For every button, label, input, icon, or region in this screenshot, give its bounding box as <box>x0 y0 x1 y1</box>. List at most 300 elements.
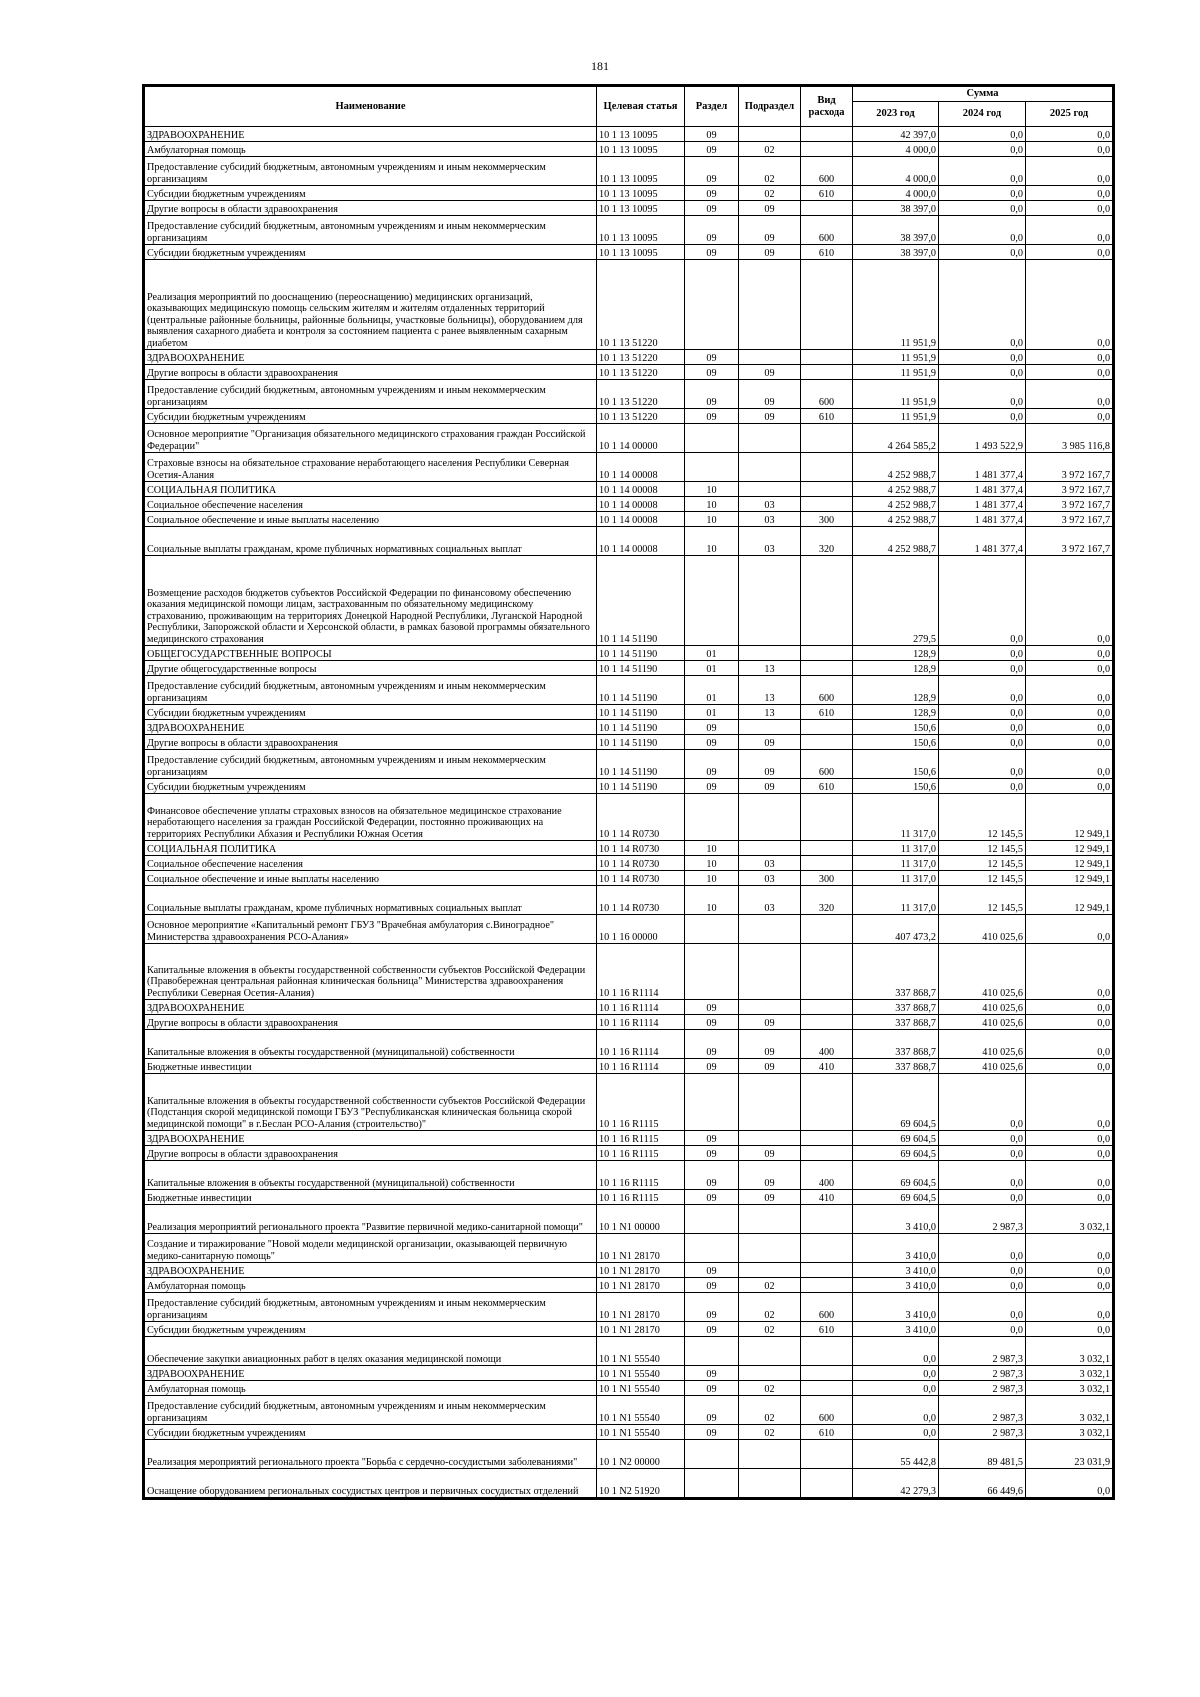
row-sum-2024: 0,0 <box>939 380 1026 409</box>
table-row <box>145 260 1113 350</box>
row-subsection <box>739 646 801 661</box>
row-section: 10 <box>685 497 739 512</box>
row-target-code: 10 1 16 R1114 <box>597 1059 685 1074</box>
table-row <box>145 646 1113 661</box>
row-sum-2025: 0,0 <box>1026 260 1113 350</box>
row-sum-2023: 3 410,0 <box>853 1263 939 1278</box>
row-sum-2025: 0,0 <box>1026 142 1113 157</box>
row-subsection: 03 <box>739 856 801 871</box>
table-row <box>145 1337 1113 1366</box>
row-sum-2024: 1 481 377,4 <box>939 482 1026 497</box>
table-row <box>145 750 1113 779</box>
row-sum-2023: 3 410,0 <box>853 1205 939 1234</box>
row-sum-2025: 12 949,1 <box>1026 841 1113 856</box>
row-section <box>685 1234 739 1263</box>
row-sum-2023: 11 317,0 <box>853 856 939 871</box>
row-sum-2025: 0,0 <box>1026 556 1113 646</box>
row-exp-type <box>801 365 853 380</box>
row-sum-2024: 410 025,6 <box>939 1015 1026 1030</box>
row-target-code: 10 1 14 R0730 <box>597 856 685 871</box>
row-sum-2024: 0,0 <box>939 1146 1026 1161</box>
table-row <box>145 556 1113 646</box>
row-subsection: 09 <box>739 380 801 409</box>
row-name: Другие вопросы в области здравоохранения <box>145 365 597 380</box>
row-sum-2024: 2 987,3 <box>939 1337 1026 1366</box>
table-row <box>145 216 1113 245</box>
row-exp-type <box>801 1015 853 1030</box>
row-target-code: 10 1 13 10095 <box>597 216 685 245</box>
row-sum-2025: 0,0 <box>1026 944 1113 1000</box>
row-exp-type <box>801 1278 853 1293</box>
table-row <box>145 527 1113 556</box>
row-subsection: 09 <box>739 245 801 260</box>
row-sum-2024: 0,0 <box>939 720 1026 735</box>
row-sum-2024: 0,0 <box>939 661 1026 676</box>
row-target-code: 10 1 14 00008 <box>597 482 685 497</box>
row-target-code: 10 1 16 R1114 <box>597 1030 685 1059</box>
row-sum-2023: 337 868,7 <box>853 1059 939 1074</box>
row-sum-2025: 0,0 <box>1026 676 1113 705</box>
row-name: СОЦИАЛЬНАЯ ПОЛИТИКА <box>145 841 597 856</box>
row-sum-2024: 0,0 <box>939 409 1026 424</box>
row-target-code: 10 1 14 00008 <box>597 527 685 556</box>
row-sum-2025: 0,0 <box>1026 1263 1113 1278</box>
table-row <box>145 1131 1113 1146</box>
row-target-code: 10 1 14 00008 <box>597 512 685 527</box>
row-section: 09 <box>685 750 739 779</box>
row-exp-type <box>801 350 853 365</box>
row-exp-type: 600 <box>801 157 853 186</box>
row-subsection: 09 <box>739 409 801 424</box>
row-section: 10 <box>685 856 739 871</box>
row-section: 09 <box>685 1278 739 1293</box>
row-sum-2025: 0,0 <box>1026 1074 1113 1131</box>
table-row <box>145 841 1113 856</box>
row-subsection: 09 <box>739 735 801 750</box>
row-name: Субсидии бюджетным учреждениям <box>145 779 597 794</box>
row-exp-type <box>801 944 853 1000</box>
row-exp-type <box>801 856 853 871</box>
row-name: Субсидии бюджетным учреждениям <box>145 1322 597 1337</box>
row-sum-2024: 0,0 <box>939 646 1026 661</box>
row-sum-2023: 3 410,0 <box>853 1234 939 1263</box>
row-exp-type: 410 <box>801 1059 853 1074</box>
row-target-code: 10 1 N1 28170 <box>597 1278 685 1293</box>
row-sum-2024: 0,0 <box>939 750 1026 779</box>
row-target-code: 10 1 13 10095 <box>597 157 685 186</box>
table-row <box>145 482 1113 497</box>
row-exp-type: 610 <box>801 1425 853 1440</box>
row-name: Предоставление субсидий бюджетным, автономным учреждениям и иным некоммерческим организациям <box>145 380 597 409</box>
row-exp-type: 600 <box>801 676 853 705</box>
row-exp-type: 610 <box>801 245 853 260</box>
row-section: 01 <box>685 705 739 720</box>
row-exp-type: 320 <box>801 886 853 915</box>
row-subsection: 09 <box>739 1030 801 1059</box>
row-section: 09 <box>685 1381 739 1396</box>
row-sum-2025: 0,0 <box>1026 720 1113 735</box>
row-subsection <box>739 720 801 735</box>
row-name: Субсидии бюджетным учреждениям <box>145 1425 597 1440</box>
row-subsection: 13 <box>739 676 801 705</box>
table-row <box>145 871 1113 886</box>
row-subsection: 09 <box>739 216 801 245</box>
row-target-code: 10 1 14 51190 <box>597 556 685 646</box>
row-target-code: 10 1 N1 28170 <box>597 1322 685 1337</box>
row-subsection <box>739 944 801 1000</box>
table-row <box>145 794 1113 841</box>
row-target-code: 10 1 N1 28170 <box>597 1234 685 1263</box>
row-target-code: 10 1 13 10095 <box>597 127 685 142</box>
row-name: Обеспечение закупки авиационных работ в целях оказания медицинской помощи <box>145 1337 597 1366</box>
row-sum-2023: 42 279,3 <box>853 1469 939 1498</box>
row-subsection: 03 <box>739 886 801 915</box>
row-target-code: 10 1 N1 55540 <box>597 1337 685 1366</box>
row-sum-2024: 2 987,3 <box>939 1381 1026 1396</box>
row-subsection: 03 <box>739 512 801 527</box>
table-row <box>145 127 1113 142</box>
row-sum-2024: 0,0 <box>939 1322 1026 1337</box>
table-row <box>145 1425 1113 1440</box>
header-sum: Сумма <box>853 87 1113 102</box>
row-subsection <box>739 1131 801 1146</box>
row-sum-2024: 12 145,5 <box>939 886 1026 915</box>
table-row <box>145 1396 1113 1425</box>
row-sum-2025: 3 032,1 <box>1026 1337 1113 1366</box>
row-name: Создание и тиражирование "Новой модели медицинской организации, оказывающей первичную медико-санитарную помощь" <box>145 1234 597 1263</box>
row-sum-2024: 12 145,5 <box>939 871 1026 886</box>
table-row <box>145 201 1113 216</box>
row-target-code: 10 1 N2 51920 <box>597 1469 685 1498</box>
row-exp-type: 300 <box>801 512 853 527</box>
row-sum-2023: 337 868,7 <box>853 944 939 1000</box>
row-exp-type <box>801 1000 853 1015</box>
row-target-code: 10 1 14 R0730 <box>597 871 685 886</box>
row-target-code: 10 1 N1 28170 <box>597 1263 685 1278</box>
row-target-code: 10 1 16 R1114 <box>597 1000 685 1015</box>
table-row <box>145 350 1113 365</box>
row-target-code: 10 1 16 R1115 <box>597 1161 685 1190</box>
row-name: Основное мероприятие "Организация обязательного медицинского страхования граждан Российской Федерации" <box>145 424 597 453</box>
row-target-code: 10 1 16 R1114 <box>597 1015 685 1030</box>
row-name: Предоставление субсидий бюджетным, автономным учреждениям и иным некоммерческим организациям <box>145 157 597 186</box>
table-row <box>145 142 1113 157</box>
row-exp-type: 400 <box>801 1161 853 1190</box>
row-target-code: 10 1 N1 55540 <box>597 1425 685 1440</box>
row-sum-2025: 0,0 <box>1026 1030 1113 1059</box>
budget-table <box>144 86 1113 1498</box>
row-name: Предоставление субсидий бюджетным, автономным учреждениям и иным некоммерческим организациям <box>145 216 597 245</box>
row-sum-2025: 0,0 <box>1026 1190 1113 1205</box>
row-sum-2024: 0,0 <box>939 201 1026 216</box>
row-sum-2023: 69 604,5 <box>853 1161 939 1190</box>
row-section: 09 <box>685 127 739 142</box>
row-sum-2024: 410 025,6 <box>939 1000 1026 1015</box>
table-row <box>145 1234 1113 1263</box>
row-sum-2024: 1 493 522,9 <box>939 424 1026 453</box>
row-sum-2025: 0,0 <box>1026 705 1113 720</box>
row-sum-2025: 12 949,1 <box>1026 886 1113 915</box>
row-exp-type <box>801 453 853 482</box>
row-sum-2023: 38 397,0 <box>853 201 939 216</box>
row-section: 09 <box>685 1030 739 1059</box>
row-sum-2024: 12 145,5 <box>939 794 1026 841</box>
row-section <box>685 1337 739 1366</box>
row-sum-2023: 69 604,5 <box>853 1190 939 1205</box>
row-subsection <box>739 1366 801 1381</box>
row-name: Капитальные вложения в объекты государственной (муниципальной) собственности <box>145 1161 597 1190</box>
row-sum-2024: 0,0 <box>939 1190 1026 1205</box>
row-target-code: 10 1 14 00000 <box>597 424 685 453</box>
row-name: Субсидии бюджетным учреждениям <box>145 186 597 201</box>
row-sum-2025: 3 972 167,7 <box>1026 527 1113 556</box>
row-target-code: 10 1 14 51190 <box>597 705 685 720</box>
row-section: 09 <box>685 409 739 424</box>
row-subsection <box>739 453 801 482</box>
row-sum-2024: 0,0 <box>939 735 1026 750</box>
row-section <box>685 1440 739 1469</box>
row-subsection <box>739 1440 801 1469</box>
row-subsection <box>739 1469 801 1498</box>
row-sum-2024: 410 025,6 <box>939 1030 1026 1059</box>
row-sum-2023: 0,0 <box>853 1337 939 1366</box>
row-subsection: 02 <box>739 186 801 201</box>
row-subsection <box>739 794 801 841</box>
row-sum-2023: 337 868,7 <box>853 1030 939 1059</box>
table-row <box>145 497 1113 512</box>
row-subsection <box>739 556 801 646</box>
header-year-2024: 2024 год <box>939 102 1026 127</box>
row-subsection: 09 <box>739 779 801 794</box>
table-row <box>145 661 1113 676</box>
row-exp-type <box>801 661 853 676</box>
row-target-code: 10 1 14 51190 <box>597 779 685 794</box>
row-sum-2025: 0,0 <box>1026 1293 1113 1322</box>
row-name: Капитальные вложения в объекты государственной собственности субъектов Российской Федерации (Правобережная центральная районная клиническая больница" Министерства здравоохранения Республики Северная Осетия-Алания) <box>145 944 597 1000</box>
row-sum-2025: 0,0 <box>1026 409 1113 424</box>
row-exp-type <box>801 1131 853 1146</box>
table-row <box>145 1190 1113 1205</box>
row-section <box>685 944 739 1000</box>
row-sum-2025: 3 985 116,8 <box>1026 424 1113 453</box>
row-sum-2025: 0,0 <box>1026 1131 1113 1146</box>
row-subsection: 09 <box>739 1015 801 1030</box>
row-sum-2025: 3 032,1 <box>1026 1396 1113 1425</box>
header-name: Наименование <box>145 87 597 127</box>
row-sum-2023: 279,5 <box>853 556 939 646</box>
row-name: Финансовое обеспечение уплаты страховых взносов на обязательное медицинское страхование неработающего населения за граждан Российской Федерации, постоянно проживающих на территориях Республики Абхазия и Республики Южная Осетия <box>145 794 597 841</box>
row-sum-2024: 410 025,6 <box>939 915 1026 944</box>
row-section <box>685 424 739 453</box>
row-sum-2023: 11 951,9 <box>853 380 939 409</box>
table-row <box>145 1030 1113 1059</box>
row-target-code: 10 1 13 51220 <box>597 380 685 409</box>
row-sum-2024: 1 481 377,4 <box>939 453 1026 482</box>
table-row <box>145 1469 1113 1498</box>
row-subsection: 02 <box>739 1396 801 1425</box>
row-name: Возмещение расходов бюджетов субъектов Российской Федерации по финансовому обеспечению оказания медицинской помощи лицам, застрахованным по обязательному медицинскому страхованию, проживающим на территориях Донецкой Народной Республики, Луганской Народной Республики, Запорожской области и Херсонской области, в рамках базовой программы обязательного медицинского страхования <box>145 556 597 646</box>
table-row <box>145 1278 1113 1293</box>
row-section: 09 <box>685 1146 739 1161</box>
row-subsection: 02 <box>739 142 801 157</box>
row-name: Социальное обеспечение населения <box>145 497 597 512</box>
row-target-code: 10 1 14 51190 <box>597 661 685 676</box>
row-sum-2024: 0,0 <box>939 1234 1026 1263</box>
row-sum-2025: 0,0 <box>1026 186 1113 201</box>
row-sum-2024: 0,0 <box>939 216 1026 245</box>
row-subsection <box>739 1205 801 1234</box>
table-row <box>145 424 1113 453</box>
row-subsection: 02 <box>739 1322 801 1337</box>
row-target-code: 10 1 14 00008 <box>597 453 685 482</box>
row-sum-2023: 4 252 988,7 <box>853 527 939 556</box>
row-exp-type <box>801 1366 853 1381</box>
row-sum-2024: 0,0 <box>939 245 1026 260</box>
page-number: 181 <box>591 59 609 73</box>
table-row <box>145 735 1113 750</box>
row-target-code: 10 1 14 51190 <box>597 720 685 735</box>
row-sum-2023: 3 410,0 <box>853 1322 939 1337</box>
row-name: Субсидии бюджетным учреждениям <box>145 245 597 260</box>
row-subsection: 03 <box>739 497 801 512</box>
row-sum-2023: 11 317,0 <box>853 871 939 886</box>
row-section: 09 <box>685 720 739 735</box>
row-subsection <box>739 1074 801 1131</box>
row-exp-type <box>801 497 853 512</box>
row-sum-2023: 0,0 <box>853 1425 939 1440</box>
row-sum-2024: 410 025,6 <box>939 1059 1026 1074</box>
row-sum-2025: 0,0 <box>1026 127 1113 142</box>
row-name: ЗДРАВООХРАНЕНИЕ <box>145 1131 597 1146</box>
row-section: 01 <box>685 661 739 676</box>
row-exp-type: 600 <box>801 380 853 409</box>
row-target-code: 10 1 14 51190 <box>597 750 685 779</box>
header-year-2023: 2023 год <box>853 102 939 127</box>
row-name: Социальные выплаты гражданам, кроме публичных нормативных социальных выплат <box>145 886 597 915</box>
row-exp-type <box>801 735 853 750</box>
row-target-code: 10 1 N2 00000 <box>597 1440 685 1469</box>
row-name: Страховые взносы на обязательное страхование неработающего населения Республики Северная Осетия-Алания <box>145 453 597 482</box>
row-name: Предоставление субсидий бюджетным, автономным учреждениям и иным некоммерческим организациям <box>145 1396 597 1425</box>
row-exp-type <box>801 1381 853 1396</box>
row-exp-type <box>801 1074 853 1131</box>
row-name: Амбулаторная помощь <box>145 1278 597 1293</box>
row-sum-2024: 2 987,3 <box>939 1205 1026 1234</box>
row-section: 10 <box>685 512 739 527</box>
row-sum-2023: 150,6 <box>853 779 939 794</box>
table-row <box>145 453 1113 482</box>
row-exp-type <box>801 1337 853 1366</box>
header-section: Раздел <box>685 87 739 127</box>
row-target-code: 10 1 14 00008 <box>597 497 685 512</box>
row-subsection <box>739 127 801 142</box>
row-sum-2024: 0,0 <box>939 186 1026 201</box>
row-sum-2024: 0,0 <box>939 350 1026 365</box>
row-name: Амбулаторная помощь <box>145 142 597 157</box>
row-name: Другие общегосударственные вопросы <box>145 661 597 676</box>
row-sum-2023: 150,6 <box>853 720 939 735</box>
row-sum-2025: 0,0 <box>1026 216 1113 245</box>
row-target-code: 10 1 14 R0730 <box>597 886 685 915</box>
row-subsection: 09 <box>739 365 801 380</box>
row-sum-2025: 0,0 <box>1026 350 1113 365</box>
row-subsection: 13 <box>739 661 801 676</box>
row-section: 09 <box>685 1000 739 1015</box>
row-target-code: 10 1 16 00000 <box>597 915 685 944</box>
row-sum-2025: 0,0 <box>1026 245 1113 260</box>
row-name: Субсидии бюджетным учреждениям <box>145 409 597 424</box>
row-exp-type <box>801 1440 853 1469</box>
row-exp-type <box>801 1234 853 1263</box>
table-row <box>145 676 1113 705</box>
row-exp-type <box>801 1469 853 1498</box>
row-sum-2025: 0,0 <box>1026 1059 1113 1074</box>
row-sum-2025: 0,0 <box>1026 365 1113 380</box>
row-section: 09 <box>685 1425 739 1440</box>
row-exp-type: 410 <box>801 1190 853 1205</box>
row-section <box>685 794 739 841</box>
row-section: 09 <box>685 1396 739 1425</box>
row-subsection <box>739 1000 801 1015</box>
table-row <box>145 1059 1113 1074</box>
row-sum-2024: 66 449,6 <box>939 1469 1026 1498</box>
row-subsection <box>739 350 801 365</box>
row-name: ОБЩЕГОСУДАРСТВЕННЫЕ ВОПРОСЫ <box>145 646 597 661</box>
table-row <box>145 1263 1113 1278</box>
row-exp-type: 610 <box>801 1322 853 1337</box>
row-sum-2023: 3 410,0 <box>853 1293 939 1322</box>
row-sum-2025: 0,0 <box>1026 157 1113 186</box>
row-name: Предоставление субсидий бюджетным, автономным учреждениям и иным некоммерческим организациям <box>145 1293 597 1322</box>
row-exp-type <box>801 1205 853 1234</box>
row-sum-2025: 0,0 <box>1026 1161 1113 1190</box>
row-sum-2023: 128,9 <box>853 676 939 705</box>
row-sum-2024: 0,0 <box>939 365 1026 380</box>
row-name: ЗДРАВООХРАНЕНИЕ <box>145 720 597 735</box>
row-target-code: 10 1 13 10095 <box>597 142 685 157</box>
row-sum-2023: 0,0 <box>853 1381 939 1396</box>
row-sum-2023: 11 951,9 <box>853 260 939 350</box>
row-sum-2023: 69 604,5 <box>853 1146 939 1161</box>
row-section: 10 <box>685 482 739 497</box>
row-exp-type <box>801 841 853 856</box>
row-subsection <box>739 424 801 453</box>
row-sum-2025: 0,0 <box>1026 1278 1113 1293</box>
row-sum-2024: 0,0 <box>939 1161 1026 1190</box>
row-sum-2024: 89 481,5 <box>939 1440 1026 1469</box>
row-sum-2025: 12 949,1 <box>1026 794 1113 841</box>
table-row <box>145 886 1113 915</box>
row-subsection <box>739 482 801 497</box>
row-sum-2025: 0,0 <box>1026 1000 1113 1015</box>
row-exp-type: 600 <box>801 1293 853 1322</box>
row-sum-2024: 2 987,3 <box>939 1366 1026 1381</box>
table-row <box>145 157 1113 186</box>
row-name: Другие вопросы в области здравоохранения <box>145 1015 597 1030</box>
row-target-code: 10 1 13 51220 <box>597 365 685 380</box>
row-sum-2025: 3 972 167,7 <box>1026 512 1113 527</box>
row-sum-2024: 0,0 <box>939 1263 1026 1278</box>
table-row <box>145 1161 1113 1190</box>
row-target-code: 10 1 13 10095 <box>597 245 685 260</box>
row-section: 09 <box>685 1059 739 1074</box>
row-sum-2025: 3 032,1 <box>1026 1381 1113 1396</box>
row-target-code: 10 1 N1 55540 <box>597 1366 685 1381</box>
row-sum-2025: 3 972 167,7 <box>1026 482 1113 497</box>
row-section: 01 <box>685 646 739 661</box>
row-exp-type <box>801 646 853 661</box>
table-row <box>145 705 1113 720</box>
